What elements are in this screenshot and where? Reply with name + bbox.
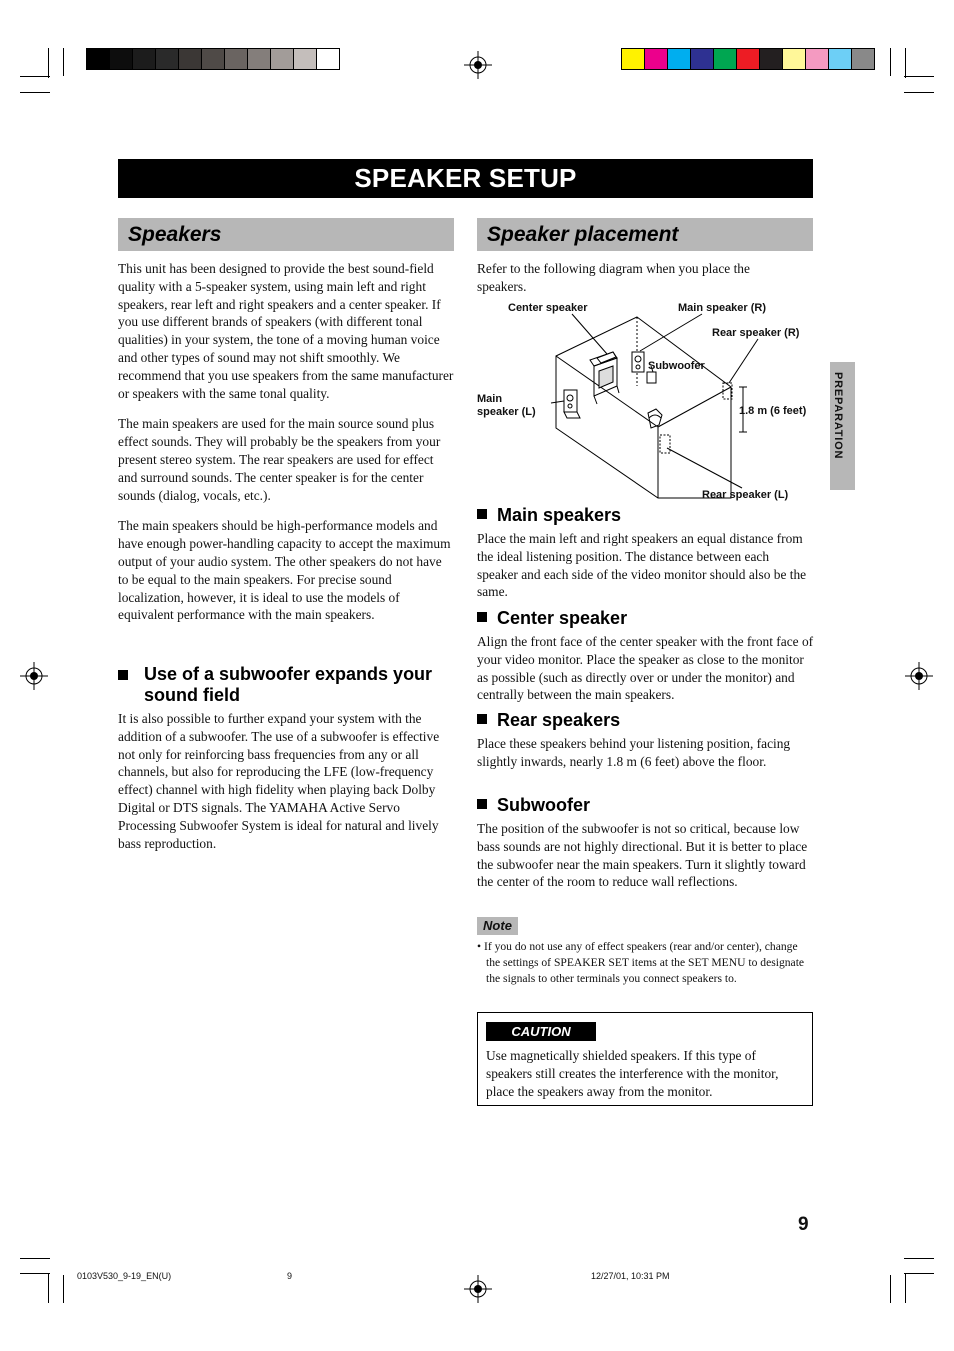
main-speakers-body: Place the main left and right speakers an equal distance from the ideal listening position. The distance between each speaker and each side of the video monitor should also be the same. [477,531,807,600]
footer-page: 9 [287,1271,293,1281]
caution-label: CAUTION [486,1022,596,1041]
note-label: Note [477,917,518,935]
speakers-body [118,260,455,624]
label-center-speaker: Center speaker [508,302,588,314]
subwoofer-expands-heading [118,664,458,706]
heading-text: Subwoofer [497,795,590,815]
color-swatch [806,49,829,69]
registration-mark-left [20,662,48,690]
color-swatch [248,49,271,69]
color-swatch [179,49,202,69]
registration-mark-top [464,51,492,79]
paragraph: The main speakers are used for the main source sound plus effect sounds. They will probably be the speakers from your present stereo system. The rear speakers are used for effect and surround sounds. The center speaker is for the center sounds (dialog, vocals, etc.). [118,416,441,503]
label-rear-speaker-l: Rear speaker (L) [702,489,789,501]
section-title-speaker-placement: Speaker placement [477,218,813,251]
color-swatch [225,49,248,69]
footer-timestamp: 12/27/01, 10:31 PM [591,1271,670,1281]
note-text: • If you do not use any of effect speakers (rear and/or center), change the settings of SPEAKER SET items at the SET MENU to designate the signals to other terminals you connect speakers to. [477,940,805,985]
registration-mark-bottom [464,1275,492,1303]
color-swatch [829,49,852,69]
label-main-speaker-r: Main speaker (R) [678,302,767,314]
label-line: Main [477,393,503,405]
heading-text: Rear speakers [497,710,621,730]
color-swatch [622,49,645,69]
color-swatch [668,49,691,69]
color-swatch [294,49,317,69]
label-subwoofer: Subwoofer [648,360,705,372]
paragraph: This unit has been designed to provide the best sound-field quality with a 5-speaker system, using main left and right speakers, rear left and right speakers and a center speaker. If you use different brands of speakers (with different tonal qualities) in your system, the tone of a moving human voice and other types of sound may not shift smoothly. We recommend that you use speakers from the same manufacturer or speakers with the same tonal quality. [118,261,454,401]
heading-text: Center speaker [497,608,628,628]
grayscale-color-bar [86,48,340,70]
subwoofer-heading [477,795,590,816]
square-bullet-icon [477,612,487,622]
color-swatch [133,49,156,69]
color-swatch [691,49,714,69]
subwoofer-expands-body: It is also possible to further expand your system with the addition of a subwoofer. The use of a subwoofer is effective not only for reinforcing bass frequencies from any or all channels, but also for reproducing the LFE (low-frequency effect) channel with high fidelity when playing back Dolby Digital or DTS signals. The YAMAHA Active Servo Processing Subwoofer System is ideal for natural and lively bass reproduction. [118,711,440,851]
color-swatch [852,49,874,69]
color-swatch [317,49,339,69]
color-swatch [645,49,668,69]
section-title-speakers: Speakers [118,218,454,251]
square-bullet-icon [118,670,128,680]
main-speakers-heading [477,505,621,526]
color-swatch [202,49,225,69]
subwoofer-body: The position of the subwoofer is not so critical, because low bass sounds are not highly directional. But it is better to place the subwoofer near the main speakers. Turn it slightly toward the center of the room to reduce wall reflections. [477,821,808,890]
label-rear-speaker-r: Rear speaker (R) [712,327,800,339]
color-swatch [156,49,179,69]
page-number: 9 [798,1214,809,1235]
color-swatch [87,49,110,69]
square-bullet-icon [477,799,487,809]
label-line: speaker (L) [477,406,536,418]
square-bullet-icon [477,509,487,519]
caution-text: Use magnetically shielded speakers. If this type of speakers still creates the interference with the monitor, place the speakers away from the monitor. [486,1048,779,1099]
color-swatch [714,49,737,69]
center-speaker-heading [477,608,627,629]
heading-text: Main speakers [497,505,622,525]
process-color-bar [621,48,875,70]
color-swatch [271,49,294,69]
registration-mark-right [905,662,933,690]
center-speaker-body: Align the front face of the center speaker with the front face of your video monitor. Place the speaker as close to the monitor as possible (such as directly over or under the monitor) and centrally between the main speakers. [477,634,814,703]
page-title: SPEAKER SETUP [118,159,813,198]
color-swatch [737,49,760,69]
heading-text: Use of a subwoofer expands your sound field [144,664,433,705]
caution-box [477,1012,813,1106]
square-bullet-icon [477,714,487,724]
footer-file: 0103V530_9-19_EN(U) [77,1271,172,1281]
placement-intro: Refer to the following diagram when you place the speakers. [477,261,750,294]
color-swatch [783,49,806,69]
speaker-placement-diagram [477,296,817,506]
color-swatch [760,49,783,69]
rear-speakers-heading [477,710,620,731]
label-height: 1.8 m (6 feet) [739,405,807,417]
side-tab-preparation [830,362,855,490]
rear-speakers-body: Place these speakers behind your listening position, facing slightly inwards, nearly 1.8 m (6 feet) above the floor. [477,736,791,769]
color-swatch [110,49,133,69]
side-tab-label: PREPARATION [832,372,844,460]
paragraph: The main speakers should be high-performance models and have enough power-handling capacity to accept the maximum output of your audio system. The other speakers do not have to be equal to the main speakers. For precise sound localization, however, it is ideal to use the models of equivalent performance with the main speakers. [118,518,451,623]
label-main-speaker-l [477,393,536,419]
